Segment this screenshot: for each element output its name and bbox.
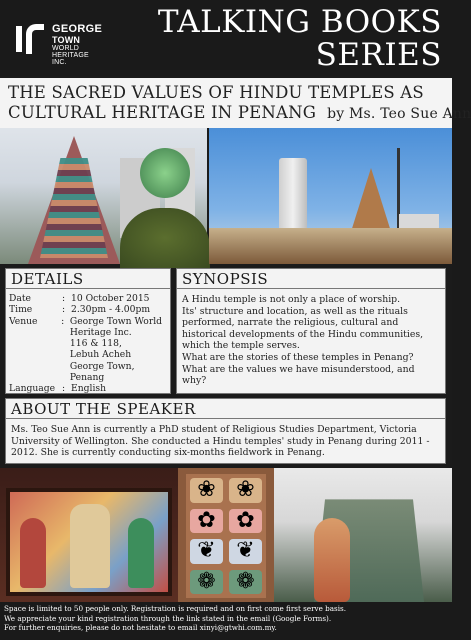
header xyxy=(0,0,452,76)
synopsis-text xyxy=(177,289,445,387)
logo-line-4: HERITAGE xyxy=(52,52,89,59)
logo-mark-icon xyxy=(14,18,48,58)
logo-text xyxy=(52,24,102,66)
synopsis-panel xyxy=(176,268,446,394)
details-label: Language xyxy=(9,383,56,395)
logo-line-3: WORLD xyxy=(52,45,80,52)
series-title-line-1: TALKING BOOKS xyxy=(157,4,442,40)
details-label: Venue xyxy=(9,315,38,327)
details-label: Time xyxy=(9,304,33,316)
about-speaker-panel xyxy=(5,398,446,464)
logo-line-1: GEORGE xyxy=(52,23,103,35)
details-value: 10 October 2015 xyxy=(71,293,150,304)
details-row-date: Date : 10 October 2015 xyxy=(9,293,150,304)
footer-line-3: For further enquiries, please do not hesitate to email xinyi@gtwhi.com.my. xyxy=(4,623,277,633)
details-value: English xyxy=(71,383,107,395)
photo-tiles: ❀ ❀ ✿ ✿ ❦ ❦ ❁ ❁ xyxy=(178,468,274,602)
synopsis-heading: SYNOPSIS xyxy=(177,269,445,289)
details-row-time: Time : 2.30pm - 4.00pm xyxy=(9,304,151,316)
footer xyxy=(0,602,452,640)
details-row-venue: Venue : George Town World Heritage Inc. 116 & 118, Lebuh Acheh George Town, Penang xyxy=(9,316,170,384)
logo-line-5: INC. xyxy=(52,59,67,66)
details-value: 2.30pm - 4.00pm xyxy=(71,304,151,316)
talk-title-line-2-text: CULTURAL HERITAGE IN PENANG xyxy=(8,103,317,122)
series-title xyxy=(158,6,442,72)
talk-title-line-1: THE SACRED VALUES OF HINDU TEMPLES AS xyxy=(8,83,424,102)
synopsis-paragraph: Its' structure and location, as well as the rituals performed, narrate the religious, cultural and historical developments of the Hindu communities, which the temple serves. xyxy=(182,305,424,352)
logo-line-2: TOWN xyxy=(52,35,81,45)
synopsis-paragraph: What are the values we have misunderstood, and why? xyxy=(182,363,415,387)
details-table xyxy=(9,293,170,395)
about-text: Ms. Teo Sue Ann is currently a PhD student of Religious Studies Department, Victoria University of Wellington. She conducted a Hindu temples' study in Penang during 2011 - 2012. She is currently conducting six-months fieldwork in Penang. xyxy=(11,424,430,459)
photo-temple-tower xyxy=(0,128,207,264)
footer-line-2: We appreciate your kind registration through the link stated in the email (Google Forms). xyxy=(4,613,332,623)
details-panel xyxy=(5,268,171,394)
talk-title-line-2 xyxy=(8,103,471,122)
synopsis-paragraph: What are the stories of these temples in Penang? xyxy=(182,351,414,363)
speaker-credit: by Ms. Teo Sue Ann xyxy=(327,106,471,122)
photo-mural xyxy=(0,468,178,602)
details-row-language: Language : English xyxy=(9,383,107,395)
details-value: George Town World Heritage Inc. 116 & 118, Lebuh Acheh George Town, Penang xyxy=(69,315,163,384)
photo-temple-skyline xyxy=(209,128,452,264)
details-label: Date xyxy=(9,293,31,304)
details-heading: DETAILS xyxy=(6,269,170,289)
synopsis-paragraph: A Hindu temple is not only a place of worship. xyxy=(182,294,401,305)
series-title-line-2: SERIES xyxy=(315,37,442,73)
photo-temple-gate xyxy=(274,468,452,602)
gtwhi-logo xyxy=(14,14,134,66)
footer-line-1: Space is limited to 50 people only. Registration is required and on first come first serve basis. xyxy=(4,604,346,613)
talk-title-band xyxy=(0,78,471,128)
about-heading: ABOUT THE SPEAKER xyxy=(6,399,445,419)
